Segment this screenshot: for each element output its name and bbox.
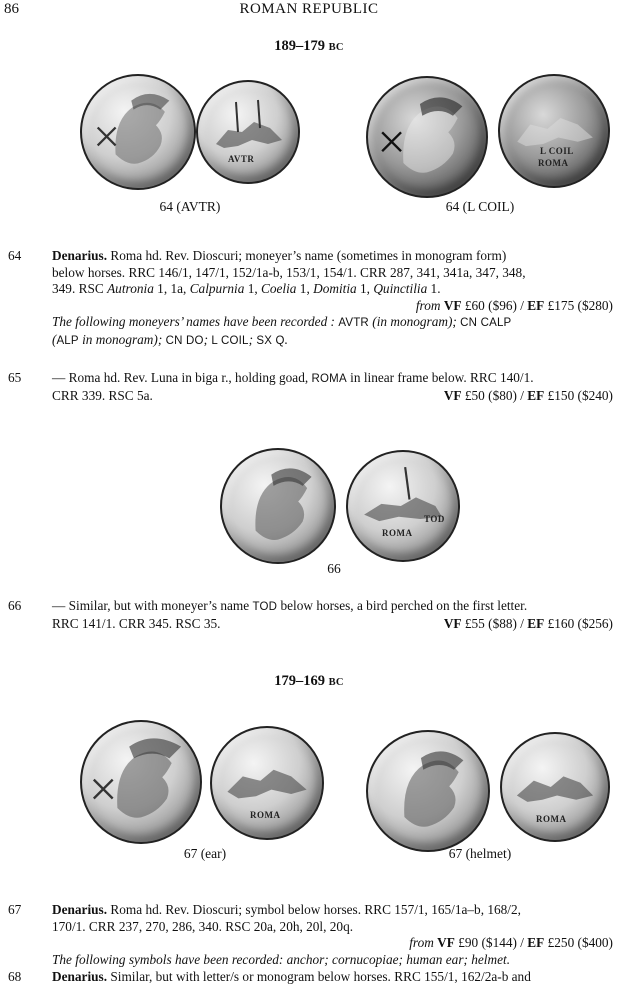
coin-67a-obverse — [80, 720, 202, 844]
section-date-2: 179–169 BC — [274, 673, 344, 689]
coin-64a-reverse: AVTR — [196, 80, 300, 184]
caption-66: 66 — [327, 561, 341, 576]
coin-64a-obverse — [80, 74, 196, 190]
entry-66: 66 — Similar, but with moneyer’s name TOD below horses, a bird perched on the first letter. RRC 141/1. CRR 345. RSC 35. VF £55 ($88) / EF £160 ($256) — [8, 598, 613, 631]
price-65: VF £50 ($80) / EF £150 ($240) — [443, 387, 613, 403]
entry-64: 64 Denarius. Roma hd. Rev. Dioscuri; moneyer’s name (sometimes in monogram form) below horses. RRC 146/1, 147/1, 152/1a-b, 153/1, 154/1. CRR 287, 341, 341a, 347, 348, 349. RSC Autronia 1, 1a, Calpurnia 1, Coelia 1, Domitia 1, Quinctilia 1. from VF £60 ($96) / EF £175 ($280) The following moneyers’ names have been recorded : AVTR (in monogram); CN CALP (ALP in monogram); CN DO; L COIL; SX Q. — [8, 248, 613, 347]
running-title: ROMAN REPUBLIC — [239, 1, 379, 17]
coin-66-reverse: ROMA TOD — [346, 450, 460, 562]
entry-68: 68 Denarius. Similar, but with letter/s or monogram below horses. RRC 155/1, 162/2a-b and — [8, 969, 531, 984]
caption-64b: 64 (L COIL) — [445, 199, 515, 214]
coin-64b-reverse: L COIL ROMA — [498, 74, 610, 188]
entry-67: 67 Denarius. Roma hd. Rev. Dioscuri; symbol below horses. RRC 157/1, 165/1a–b, 168/2, 170/1. CRR 237, 270, 286, 340. RSC 20a, 20h, 20l, 20q. from VF £90 ($144) / EF £250 ($400) The following symbols have been recorded: anchor; cornucopiae; human ear; helmet. — [8, 902, 613, 967]
price-67: from VF £90 ($144) / EF £250 ($400) — [409, 935, 613, 951]
coin-67a-reverse: ROMA — [210, 726, 324, 840]
coin-67b-obverse — [366, 730, 490, 852]
coin-67b-reverse: ROMA — [500, 732, 610, 842]
price-64: from VF £60 ($96) / EF £175 ($280) — [415, 297, 613, 313]
coin-66-obverse — [220, 448, 336, 564]
coin-64b-obverse — [366, 76, 488, 198]
caption-64a: 64 (AVTR) — [159, 199, 221, 214]
page-number: 86 — [4, 1, 19, 17]
section-date-1: 189–179 BC — [274, 38, 344, 54]
caption-67b: 67 (helmet) — [448, 846, 512, 861]
caption-67a: 67 (ear) — [183, 846, 227, 861]
entry-65: 65 — Roma hd. Rev. Luna in biga r., holding goad, ROMA in linear frame below. RRC 140/1. CRR 339. RSC 5a. VF £50 ($80) / EF £150 ($240) — [8, 370, 613, 403]
price-66: VF £55 ($88) / EF £160 ($256) — [443, 615, 613, 631]
